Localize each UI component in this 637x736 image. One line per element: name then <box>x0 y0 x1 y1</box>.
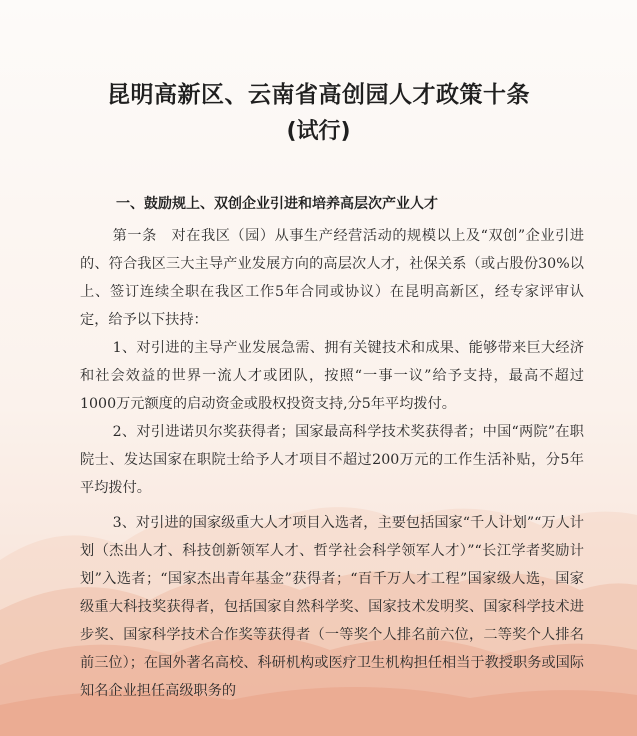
document-subtitle: (试行) <box>286 119 351 144</box>
article-one-paragraph: 第一条 对在我区（园）从事生产经营活动的规模以上及“双创”企业引进的、符合我区三大主导产业发展方向的高层次人才，社保关系（或占股份30%以上、签订连续全职在我区工作5年合同或协议）在昆明高新区，经专家评审认定，给予以下扶持： <box>80 228 584 328</box>
clause-1-paragraph: 1、对引进的主导产业发展急需、拥有关键技术和成果、能够带来巨大经济和社会效益的世界一流人才或团队，按照“一事一议”给予支持，最高不超过1000万元额度的启动资金或股权投资支持,分5年平均拨付。 <box>80 340 584 412</box>
document-title: 昆明高新区、云南省高创园人才政策十条 <box>107 82 530 108</box>
clause-3-paragraph: 3、对引进的国家级重大人才项目入选者，主要包括国家“千人计划”“万人计划（杰出人才、科技创新领军人才、哲学社会科学领军人才）”“长江学者奖励计划”入选者；“国家杰出青年基金”获得者；“百千万人才工程”国家级人选，国家级重大科技奖获得者，包括国家自然科学奖、国家技术发明奖、国家科学技术进步奖、国家科学技术合作奖等获得者（一等奖个人排名前六位，二等奖个人排名前三位）；在国外著名高校、科研机构或医疗卫生机构担任相当于教授职务或国际知名企业担任高级职务的 <box>80 515 584 699</box>
section-heading: 一、鼓励规上、双创企业引进和培养高层次产业人才 <box>116 196 438 212</box>
clause-2-paragraph: 2、对引进诺贝尔奖获得者；国家最高科学技术奖获得者；中国“两院”在职院士、发达国家在职院士给予人才项目不超过200万元的工作生活补贴，分5年平均拨付。 <box>80 424 584 496</box>
